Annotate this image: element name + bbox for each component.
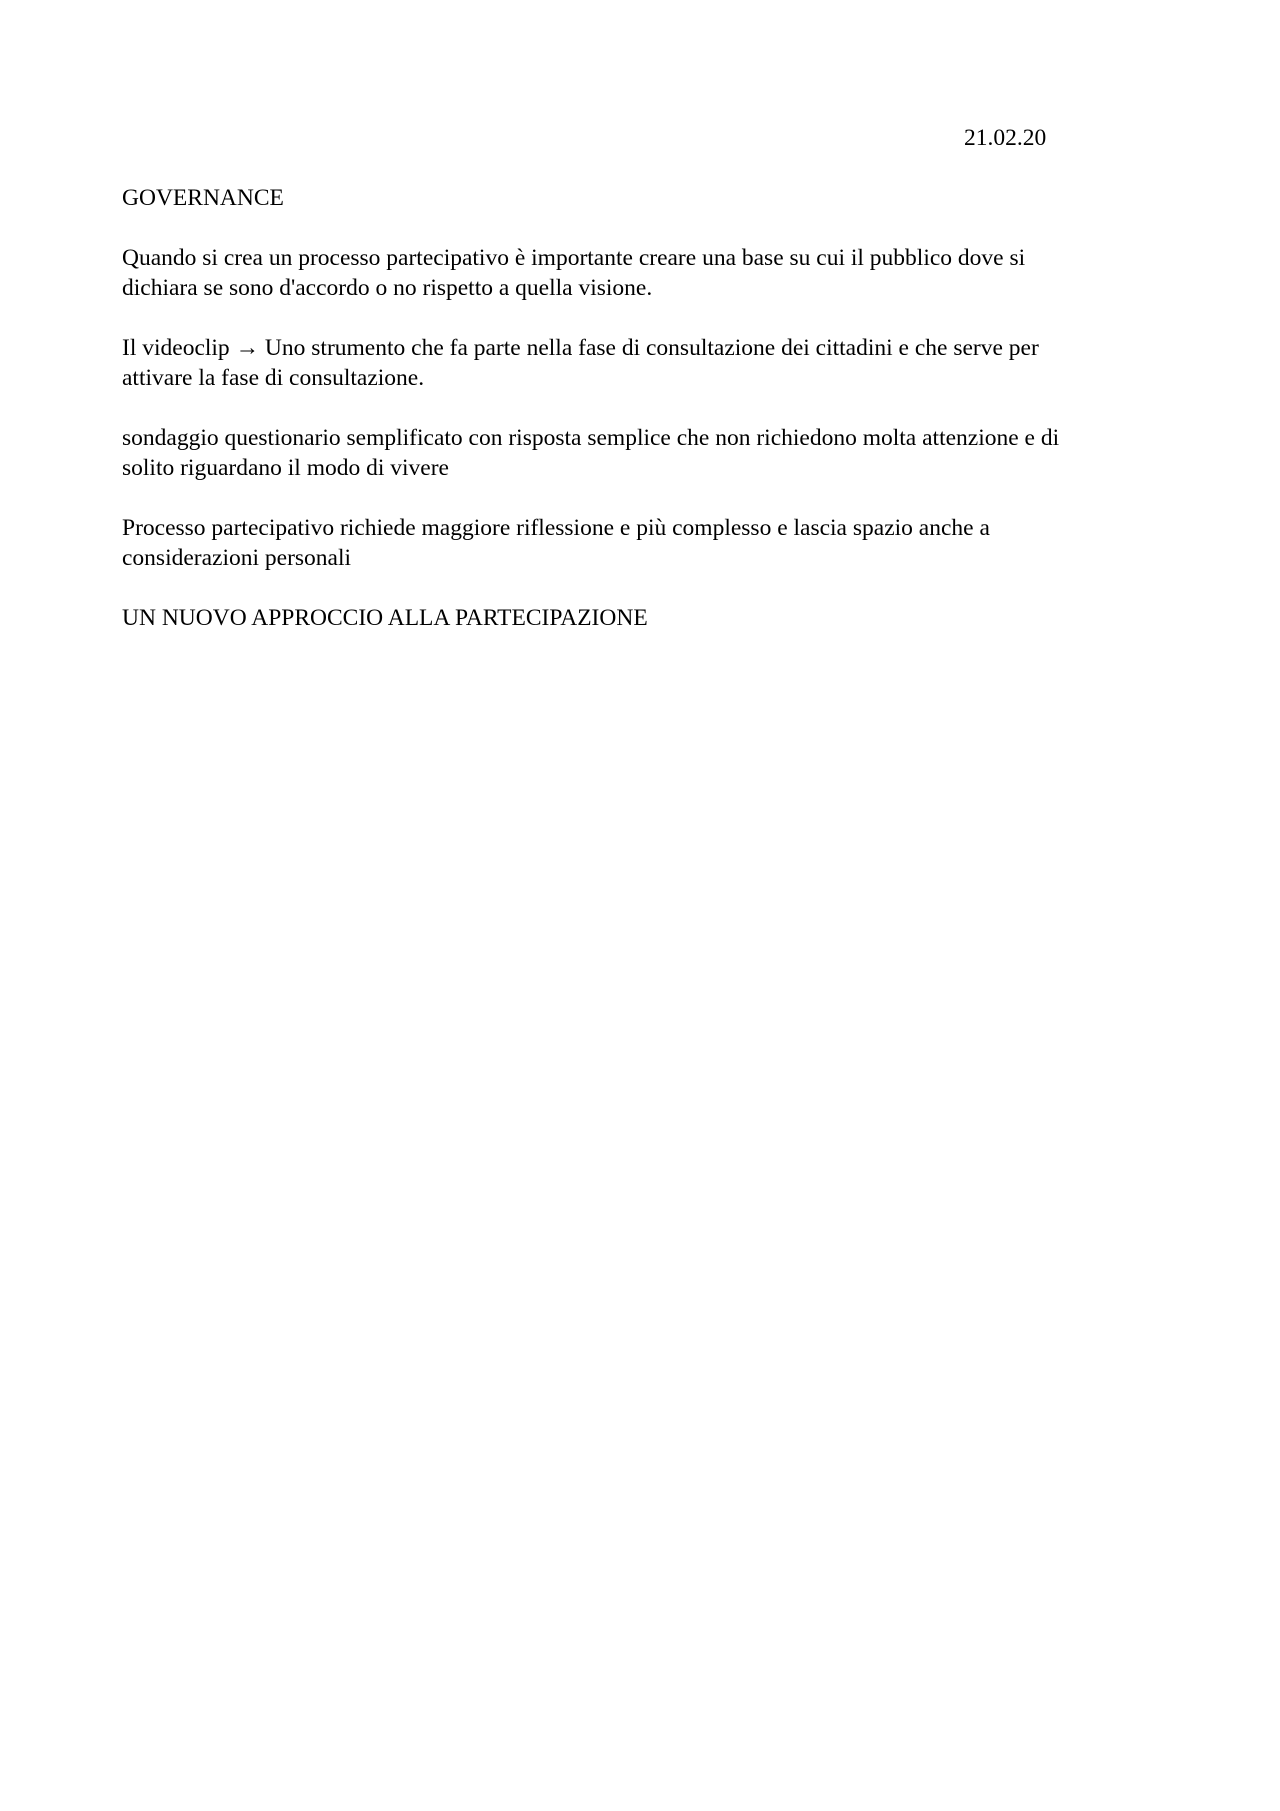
document-body <box>122 183 1182 663</box>
paragraph-line: Quando si crea un processo partecipativo è importante creare una base su cui il pubblico dove si <box>122 245 1026 271</box>
document-subheading: UN NUOVO APPROCCIO ALLA PARTECIPAZIONE <box>122 605 648 631</box>
paragraph-line: Il videoclip → Uno strumento che fa parte nella fase di consultazione dei cittadini e che serve per <box>122 335 1039 361</box>
document-heading: GOVERNANCE <box>122 185 284 211</box>
paragraph-4 <box>122 513 1182 573</box>
paragraph-line: dichiara se sono d'accordo o no rispetto a quella visione. <box>122 275 653 301</box>
paragraph-line: Processo partecipativo richiede maggiore riflessione e più complesso e lascia spazio anche a <box>122 515 990 541</box>
paragraph-line: considerazioni personali <box>122 545 352 571</box>
paragraph-line: sondaggio questionario semplificato con risposta semplice che non richiedono molta attenzione e di <box>122 425 1060 451</box>
paragraph-1 <box>122 243 1182 303</box>
paragraph-line: solito riguardano il modo di vivere <box>122 455 449 481</box>
document-date: 21.02.20 <box>964 125 1047 151</box>
paragraph-line: attivare la fase di consultazione. <box>122 365 425 391</box>
paragraph-3 <box>122 423 1182 483</box>
paragraph-2 <box>122 333 1182 393</box>
